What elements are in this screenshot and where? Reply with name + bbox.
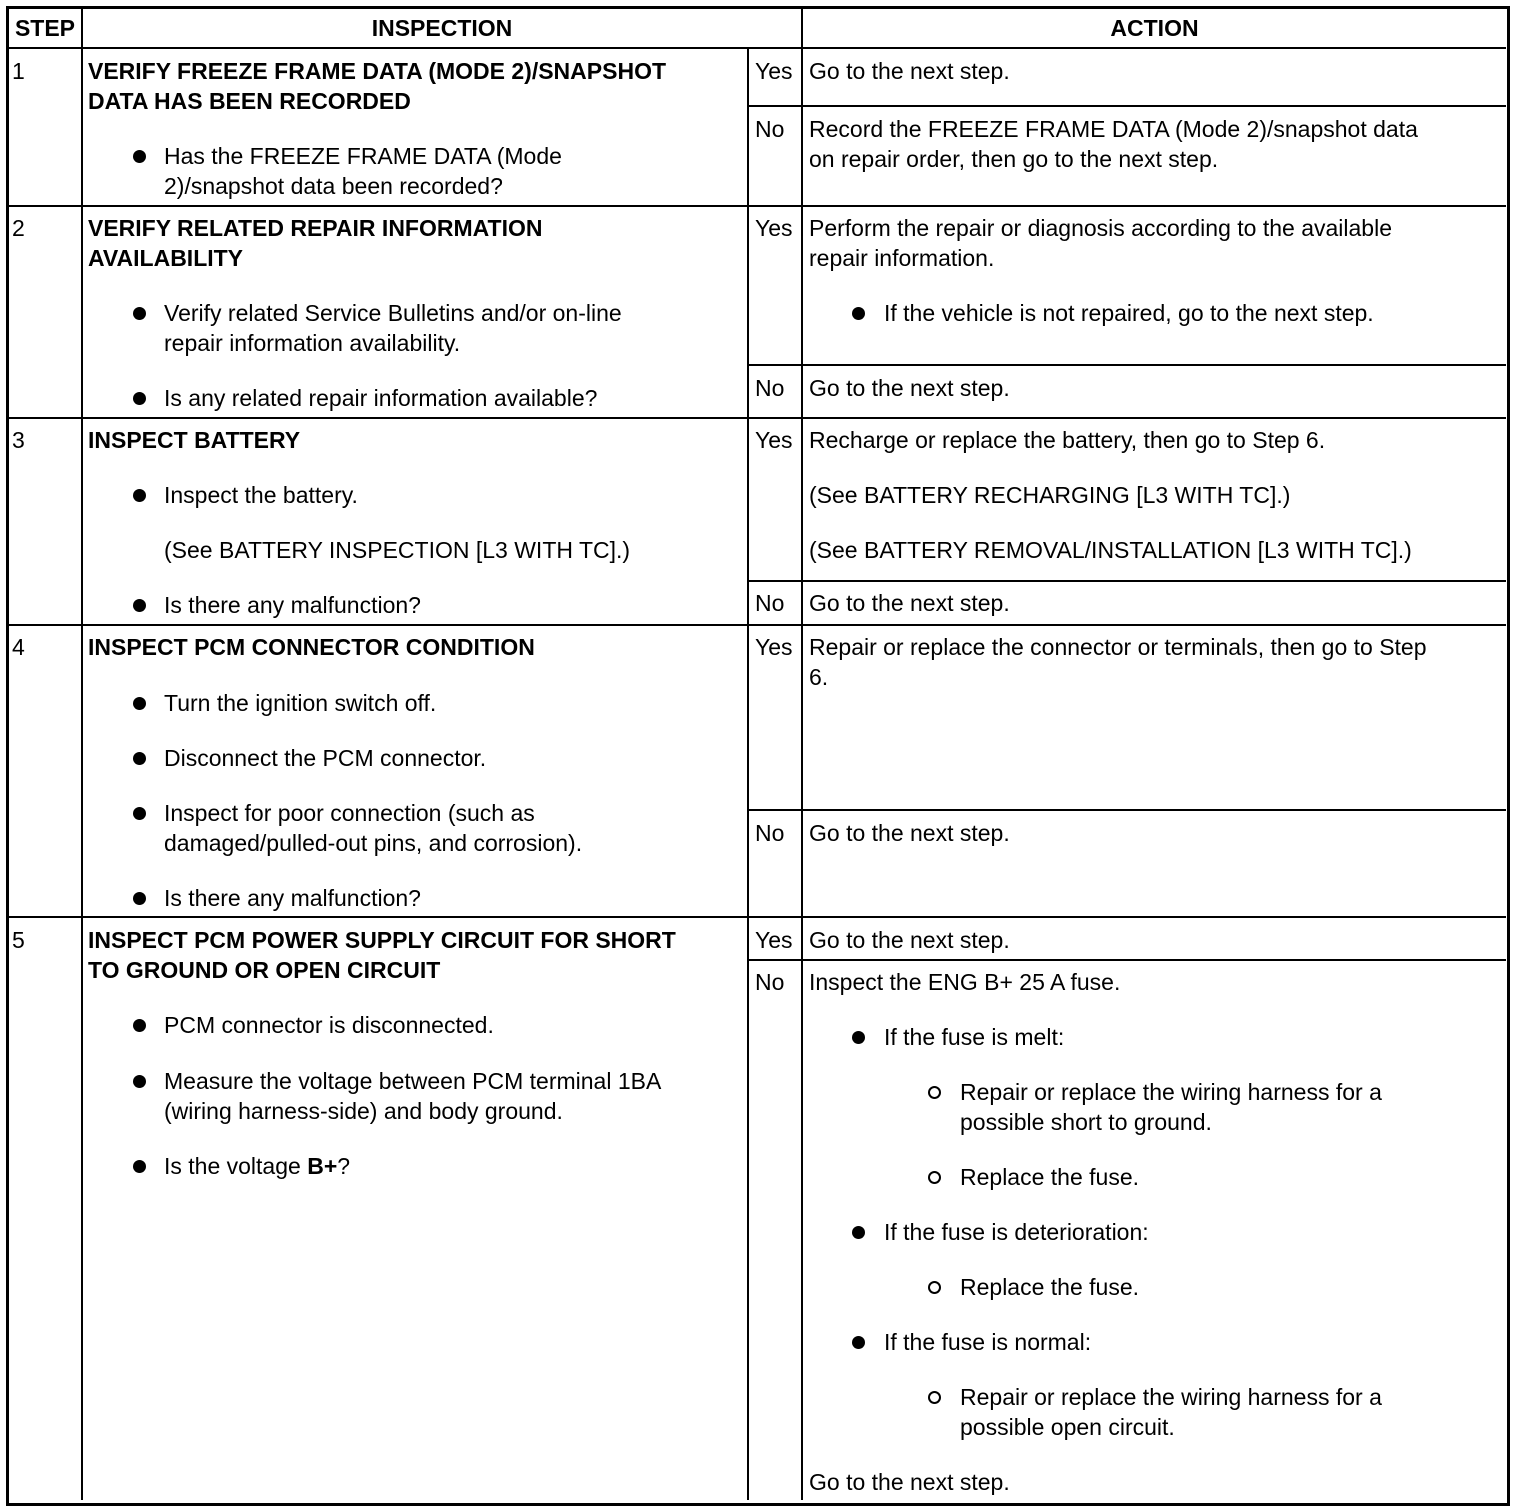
step-title: INSPECT PCM CONNECTOR CONDITION	[88, 634, 535, 660]
no-action: Go to the next step.	[809, 1469, 1010, 1495]
yesno-divider-2	[748, 364, 1506, 366]
circle-bullet-icon	[928, 1391, 941, 1404]
no-action-subitem: Replace the fuse.	[960, 1274, 1140, 1300]
step-title: INSPECT BATTERY	[88, 427, 301, 453]
divider-yesno-col	[747, 48, 749, 1500]
step-title: AVAILABILITY	[88, 245, 244, 271]
step-title: INSPECT PCM POWER SUPPLY CIRCUIT FOR SHORT	[88, 927, 676, 953]
header-step: STEP	[14, 15, 76, 41]
row-divider-3	[8, 624, 1506, 626]
yes-label: Yes	[755, 215, 793, 241]
bullet-icon	[133, 1019, 146, 1032]
inspection-item: (wiring harness-side) and body ground.	[164, 1098, 563, 1124]
no-label: No	[755, 375, 785, 401]
bullet-icon	[133, 307, 146, 320]
inspection-item: repair information availability.	[164, 330, 461, 356]
bullet-icon	[133, 892, 146, 905]
yes-label: Yes	[755, 634, 793, 660]
step-number: 2	[12, 215, 25, 241]
bullet-icon	[852, 1336, 865, 1349]
row-divider-1	[8, 205, 1506, 207]
header-divider	[8, 47, 1506, 49]
inspection-item: Is any related repair information available?	[164, 385, 598, 411]
step-title: VERIFY RELATED REPAIR INFORMATION	[88, 215, 543, 241]
no-action-subitem: Repair or replace the wiring harness for a	[960, 1384, 1382, 1410]
inspection-item: Measure the voltage between PCM terminal 1BA	[164, 1068, 662, 1094]
no-action-case: If the fuse is melt:	[884, 1024, 1065, 1050]
no-action-subitem: possible open circuit.	[960, 1414, 1175, 1440]
circle-bullet-icon	[928, 1086, 941, 1099]
inspection-item	[164, 1151, 350, 1181]
row-divider-2	[8, 417, 1506, 419]
no-label: No	[755, 116, 785, 142]
no-action-case: If the fuse is normal:	[884, 1329, 1092, 1355]
see-reference: (See BATTERY INSPECTION [L3 WITH TC].)	[164, 537, 631, 563]
no-action: Go to the next step.	[809, 820, 1010, 846]
inspection-item: Is there any malfunction?	[164, 885, 421, 911]
yes-label: Yes	[755, 427, 793, 453]
see-reference: (See BATTERY REMOVAL/INSTALLATION [L3 WITH TC].)	[809, 537, 1412, 563]
no-action: on repair order, then go to the next step.	[809, 146, 1219, 172]
inspection-item: damaged/pulled-out pins, and corrosion).	[164, 830, 583, 856]
yes-action: Go to the next step.	[809, 927, 1010, 953]
voltage-value: B+	[307, 1153, 338, 1179]
yesno-divider-1	[748, 105, 1506, 107]
no-action: Inspect the ENG B+ 25 A fuse.	[809, 969, 1121, 995]
bullet-icon	[852, 1226, 865, 1239]
yes-action: Recharge or replace the battery, then go to Step 6.	[809, 427, 1326, 453]
yes-action: Repair or replace the connector or terminals, then go to Step	[809, 634, 1427, 660]
voltage-question-text: Is the voltage	[164, 1153, 308, 1179]
inspection-item: PCM connector is disconnected.	[164, 1012, 494, 1038]
bullet-icon	[133, 489, 146, 502]
no-action: Go to the next step.	[809, 590, 1010, 616]
circle-bullet-icon	[928, 1281, 941, 1294]
bullet-icon	[133, 599, 146, 612]
yesno-divider-4	[748, 809, 1506, 811]
no-label: No	[755, 590, 785, 616]
step-title: VERIFY FREEZE FRAME DATA (MODE 2)/SNAPSHOT	[88, 58, 667, 84]
inspection-item: Turn the ignition switch off.	[164, 690, 437, 716]
inspection-item: Has the FREEZE FRAME DATA (Mode	[164, 143, 562, 169]
header-inspection: INSPECTION	[371, 15, 513, 41]
bullet-icon	[852, 1031, 865, 1044]
inspection-item: Inspect the battery.	[164, 482, 358, 508]
step-title: TO GROUND OR OPEN CIRCUIT	[88, 957, 441, 983]
bullet-icon	[133, 697, 146, 710]
bullet-icon	[133, 1075, 146, 1088]
yes-action: Go to the next step.	[809, 58, 1010, 84]
step-number: 1	[12, 58, 25, 84]
step-number: 4	[12, 634, 25, 660]
bullet-icon	[133, 150, 146, 163]
inspection-item: Verify related Service Bulletins and/or on-line	[164, 300, 622, 326]
step-title: DATA HAS BEEN RECORDED	[88, 88, 411, 114]
yesno-divider-3	[748, 580, 1506, 582]
step-number: 3	[12, 427, 25, 453]
bullet-icon	[852, 307, 865, 320]
bullet-icon	[133, 807, 146, 820]
no-action-subitem: Repair or replace the wiring harness for a	[960, 1079, 1382, 1105]
yesno-divider-5	[748, 959, 1506, 961]
no-action-case: If the fuse is deterioration:	[884, 1219, 1149, 1245]
divider-action-col	[801, 8, 803, 1500]
inspection-item: 2)/snapshot data been recorded?	[164, 173, 503, 199]
inspection-item: Inspect for poor connection (such as	[164, 800, 535, 826]
no-action-subitem: possible short to ground.	[960, 1109, 1212, 1135]
no-action-subitem: Replace the fuse.	[960, 1164, 1140, 1190]
inspection-item: Disconnect the PCM connector.	[164, 745, 487, 771]
yes-action-item: If the vehicle is not repaired, go to the next step.	[884, 300, 1374, 326]
row-divider-4	[8, 916, 1506, 918]
yes-action: Perform the repair or diagnosis according to the available	[809, 215, 1392, 241]
voltage-question-mark: ?	[337, 1153, 351, 1179]
bullet-icon	[133, 752, 146, 765]
divider-step-col	[81, 8, 83, 1500]
bullet-icon	[133, 1160, 146, 1173]
bullet-icon	[133, 392, 146, 405]
see-reference: (See BATTERY RECHARGING [L3 WITH TC].)	[809, 482, 1291, 508]
no-label: No	[755, 969, 785, 995]
header-action: ACTION	[1110, 15, 1199, 41]
yes-label: Yes	[755, 58, 793, 84]
yes-label: Yes	[755, 927, 793, 953]
circle-bullet-icon	[928, 1171, 941, 1184]
no-action: Go to the next step.	[809, 375, 1010, 401]
yes-action: repair information.	[809, 245, 995, 271]
yes-action: 6.	[809, 664, 829, 690]
inspection-item: Is there any malfunction?	[164, 592, 421, 618]
no-action: Record the FREEZE FRAME DATA (Mode 2)/snapshot data	[809, 116, 1418, 142]
step-number: 5	[12, 927, 25, 953]
no-label: No	[755, 820, 785, 846]
